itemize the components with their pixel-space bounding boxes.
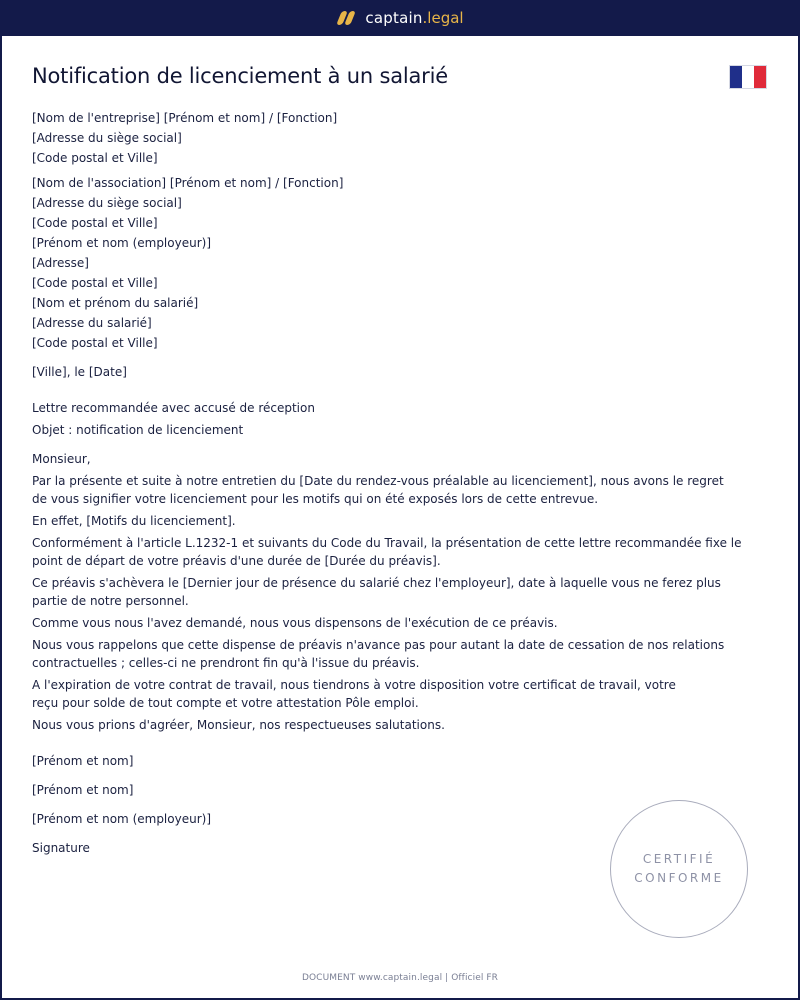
stamp-line-2: CONFORME [634, 871, 724, 885]
brand-name: captain [365, 9, 423, 27]
body-line: partie de notre personnel. [32, 594, 189, 608]
brand-logo[interactable] [336, 9, 463, 27]
closing-line: Nous vous prions d'agréer, Monsieur, nos respectueuses salutations. [32, 718, 445, 732]
stamp-line-1: CERTIFIÉ [642, 852, 716, 866]
body-line: reçu pour solde de tout compte et votre attestation Pôle emploi. [32, 696, 419, 710]
association-address-line: [Adresse du siège social] [32, 196, 182, 210]
association-postcode-line: [Code postal et Ville] [32, 216, 158, 230]
france-flag-icon [729, 65, 767, 89]
employee-postcode-line: [Code postal et Ville] [32, 336, 158, 350]
association-line: [Nom de l'association] [Prénom et nom] / [Fonction] [32, 176, 344, 190]
body-line: Par la présente et suite à notre entretien du [Date du rendez-vous préalable au licenciement], nous avons le regret [32, 474, 724, 488]
mail-type-line: Lettre recommandée avec accusé de réception [32, 401, 315, 415]
captain-legal-logo-icon [336, 10, 356, 26]
body-line: point de départ de votre préavis d'une durée de [Durée du préavis]. [32, 554, 441, 568]
place-date-line: [Ville], le [Date] [32, 365, 127, 379]
footer-text: DOCUMENT www.captain.legal | Officiel FR [301, 973, 499, 983]
employee-name-line: [Nom et prénom du salarié] [32, 296, 199, 310]
salutation-line: Monsieur, [32, 452, 91, 466]
body-line: Ce préavis s'achèvera le [Dernier jour de présence du salarié chez l'employeur], date à laquelle vous ne ferez plus [32, 576, 721, 590]
employer-address-line: [Adresse] [32, 256, 89, 270]
certified-stamp [610, 800, 748, 938]
top-bar [0, 0, 800, 36]
body-line: Nous vous rappelons que cette dispense de préavis n'avance pas pour autant la date de cessation de nos relations [32, 638, 725, 652]
employer-name-line: [Prénom et nom (employeur)] [32, 236, 211, 250]
body-line: de vous signifier votre licenciement pour les motifs qui on été exposés lors de cette entrevue. [32, 492, 599, 506]
signatory-name: [Prénom et nom] [32, 754, 134, 768]
body-line: Conformément à l'article L.1232-1 et suivants du Code du Travail, la présentation de cette lettre recommandée fixe le [32, 536, 742, 550]
employer-postcode-line: [Code postal et Ville] [32, 276, 158, 290]
signature-label: Signature [32, 841, 90, 855]
signatory-employer: [Prénom et nom (employeur)] [32, 812, 211, 826]
body-line: En effet, [Motifs du licenciement]. [32, 514, 236, 528]
sender-address-line: [Adresse du siège social] [32, 131, 182, 145]
brand-tld: .legal [422, 9, 464, 27]
document-title: Notification de licenciement à un salarié [32, 64, 448, 88]
body-line: A l'expiration de votre contrat de travail, nous tiendrons à votre disposition votre certificat de travail, votre [32, 678, 676, 692]
subject-line: Objet : notification de licenciement [32, 423, 244, 437]
signatory-name: [Prénom et nom] [32, 783, 134, 797]
body-line: Comme vous nous l'avez demandé, nous vous dispensons de l'exécution de ce préavis. [32, 616, 558, 630]
sender-company-line: [Nom de l'entreprise] [Prénom et nom] / [Fonction] [32, 111, 338, 125]
employee-address-line: [Adresse du salarié] [32, 316, 152, 330]
body-line: contractuelles ; celles-ci ne prendront fin qu'à l'issue du préavis. [32, 656, 420, 670]
sender-postcode-line: [Code postal et Ville] [32, 151, 158, 165]
